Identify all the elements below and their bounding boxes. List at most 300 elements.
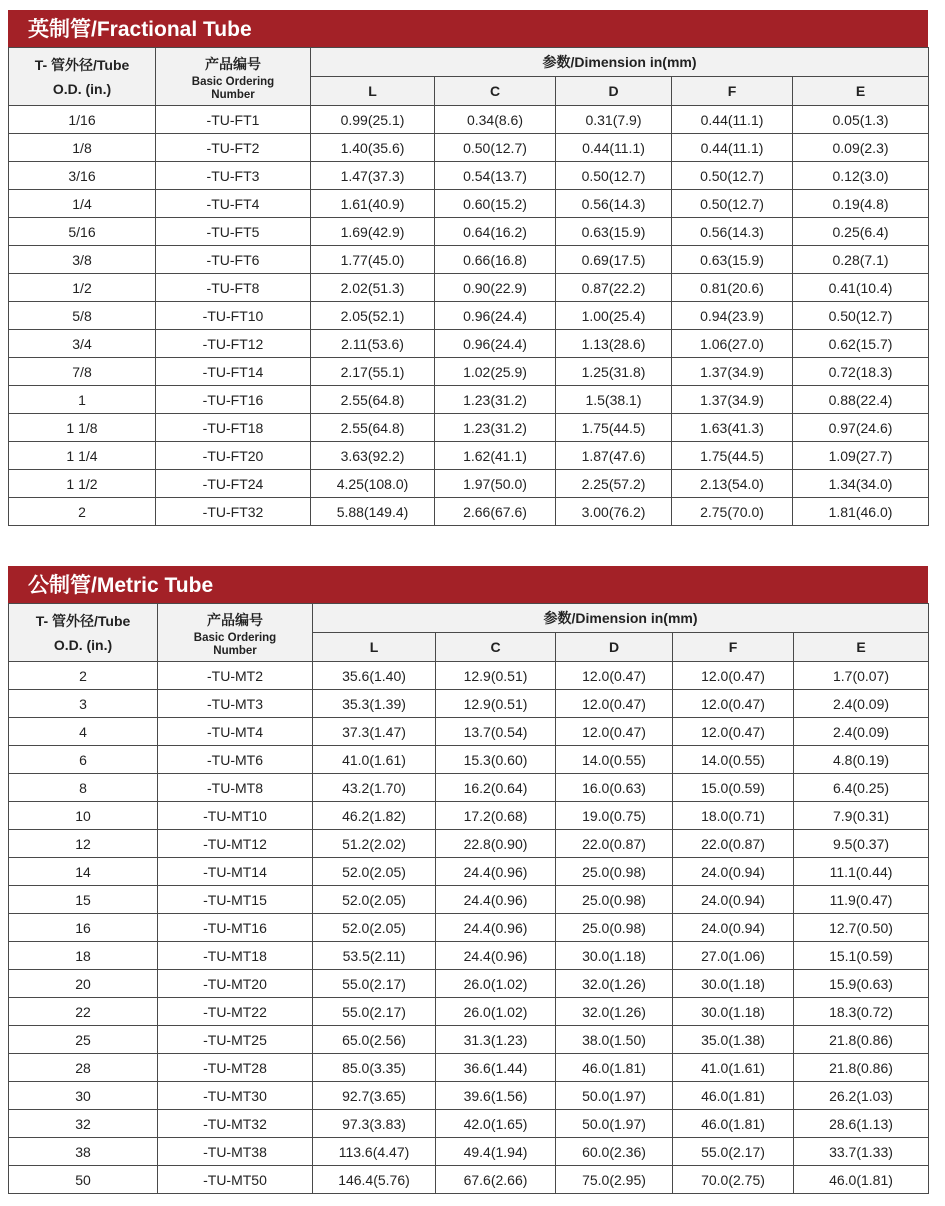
dim-f-cell: 0.81(20.6) [672, 274, 793, 302]
dim-e-cell: 6.4(0.25) [794, 774, 929, 802]
dim-f-cell: 24.0(0.94) [673, 886, 794, 914]
dim-f-cell: 12.0(0.47) [673, 662, 794, 690]
dim-f-cell: 24.0(0.94) [673, 914, 794, 942]
dim-f-cell: 27.0(1.06) [673, 942, 794, 970]
tube-od-cell: 6 [9, 746, 158, 774]
dim-c-cell: 24.4(0.96) [436, 858, 556, 886]
dim-e-cell: 0.12(3.0) [793, 162, 929, 190]
dim-c-cell: 0.90(22.9) [435, 274, 556, 302]
ordering-number-cell: -TU-FT2 [156, 134, 311, 162]
tube-od-cell: 1 1/8 [9, 414, 156, 442]
table-row [9, 246, 929, 274]
dim-f-cell: 30.0(1.18) [673, 998, 794, 1026]
ordering-number-cell: -TU-MT4 [158, 718, 313, 746]
dim-c-cell: 67.6(2.66) [436, 1166, 556, 1194]
dim-d-cell: 16.0(0.63) [556, 774, 673, 802]
dim-l-cell: 65.0(2.56) [313, 1026, 436, 1054]
dim-l-cell: 92.7(3.65) [313, 1082, 436, 1110]
ordering-number-cell: -TU-FT4 [156, 190, 311, 218]
tube-od-cell: 22 [9, 998, 158, 1026]
ordering-header-cn: 产品编号 [207, 611, 263, 628]
dim-f-cell: 18.0(0.71) [673, 802, 794, 830]
dim-e-cell: 0.25(6.4) [793, 218, 929, 246]
dim-f-cell: 0.63(15.9) [672, 246, 793, 274]
col-header-f: F [672, 77, 793, 106]
dim-d-cell: 25.0(0.98) [556, 914, 673, 942]
dim-d-cell: 32.0(1.26) [556, 970, 673, 998]
tube-od-cell: 1 [9, 386, 156, 414]
dim-c-cell: 24.4(0.96) [436, 942, 556, 970]
dim-e-cell: 2.4(0.09) [794, 718, 929, 746]
table-row [9, 662, 929, 690]
table-row [9, 274, 929, 302]
ordering-number-cell: -TU-FT1 [156, 106, 311, 134]
dim-c-cell: 15.3(0.60) [436, 746, 556, 774]
ordering-number-cell: -TU-MT38 [158, 1138, 313, 1166]
tube-od-cell: 3/16 [9, 162, 156, 190]
ordering-number-cell: -TU-MT18 [158, 942, 313, 970]
dim-f-cell: 0.94(23.9) [672, 302, 793, 330]
tube-od-cell: 3 [9, 690, 158, 718]
dim-d-cell: 0.87(22.2) [556, 274, 672, 302]
dim-l-cell: 37.3(1.47) [313, 718, 436, 746]
ordering-number-cell: -TU-MT3 [158, 690, 313, 718]
dim-d-cell: 50.0(1.97) [556, 1082, 673, 1110]
dim-c-cell: 2.66(67.6) [435, 498, 556, 526]
dim-e-cell: 0.72(18.3) [793, 358, 929, 386]
ordering-number-cell: -TU-FT12 [156, 330, 311, 358]
dim-f-cell: 0.44(11.1) [672, 106, 793, 134]
tube-od-header-line1: T- 管外径/Tube [34, 56, 130, 73]
table-row [9, 106, 929, 134]
table-row [9, 162, 929, 190]
dim-e-cell: 21.8(0.86) [794, 1026, 929, 1054]
tube-od-cell: 25 [9, 1026, 158, 1054]
dim-e-cell: 12.7(0.50) [794, 914, 929, 942]
dim-e-cell: 33.7(1.33) [794, 1138, 929, 1166]
col-header-l: L [311, 77, 435, 106]
ordering-number-cell: -TU-MT16 [158, 914, 313, 942]
dim-f-cell: 70.0(2.75) [673, 1166, 794, 1194]
dim-l-cell: 1.77(45.0) [311, 246, 435, 274]
tube-od-header [9, 48, 156, 106]
ordering-header-en-1: Basic Ordering [191, 75, 275, 88]
dim-d-cell: 1.25(31.8) [556, 358, 672, 386]
tube-od-cell: 3/8 [9, 246, 156, 274]
dim-l-cell: 2.55(64.8) [311, 386, 435, 414]
dim-d-cell: 75.0(2.95) [556, 1166, 673, 1194]
ordering-number-cell: -TU-FT20 [156, 442, 311, 470]
dim-c-cell: 1.62(41.1) [435, 442, 556, 470]
dim-d-cell: 32.0(1.26) [556, 998, 673, 1026]
dim-l-cell: 0.99(25.1) [311, 106, 435, 134]
dim-f-cell: 0.56(14.3) [672, 218, 793, 246]
table-row [9, 134, 929, 162]
dim-c-cell: 1.02(25.9) [435, 358, 556, 386]
dim-e-cell: 28.6(1.13) [794, 1110, 929, 1138]
ordering-number-cell: -TU-FT6 [156, 246, 311, 274]
col-header-c: C [435, 77, 556, 106]
dim-f-cell: 2.13(54.0) [672, 470, 793, 498]
ordering-number-cell: -TU-MT2 [158, 662, 313, 690]
fractional-tube-title: 英制管/Fractional Tube [8, 10, 928, 47]
dimension-header: 参数/Dimension in(mm) [311, 48, 929, 77]
dim-f-cell: 1.37(34.9) [672, 358, 793, 386]
dim-f-cell: 22.0(0.87) [673, 830, 794, 858]
dim-c-cell: 13.7(0.54) [436, 718, 556, 746]
table-row [9, 190, 929, 218]
dim-e-cell: 2.4(0.09) [794, 690, 929, 718]
dim-d-cell: 1.75(44.5) [556, 414, 672, 442]
dim-l-cell: 35.6(1.40) [313, 662, 436, 690]
dim-e-cell: 46.0(1.81) [794, 1166, 929, 1194]
ordering-number-cell: -TU-FT14 [156, 358, 311, 386]
ordering-number-cell: -TU-MT20 [158, 970, 313, 998]
dim-e-cell: 0.28(7.1) [793, 246, 929, 274]
ordering-number-cell: -TU-MT28 [158, 1054, 313, 1082]
dim-f-cell: 55.0(2.17) [673, 1138, 794, 1166]
ordering-number-cell: -TU-FT24 [156, 470, 311, 498]
dim-d-cell: 25.0(0.98) [556, 858, 673, 886]
dim-l-cell: 2.02(51.3) [311, 274, 435, 302]
ordering-number-cell: -TU-FT10 [156, 302, 311, 330]
table-row [9, 746, 929, 774]
dimension-header: 参数/Dimension in(mm) [313, 604, 929, 633]
dim-c-cell: 0.64(16.2) [435, 218, 556, 246]
dim-c-cell: 0.50(12.7) [435, 134, 556, 162]
ordering-number-cell: -TU-MT10 [158, 802, 313, 830]
dim-e-cell: 11.1(0.44) [794, 858, 929, 886]
table-row [9, 942, 929, 970]
tube-od-cell: 50 [9, 1166, 158, 1194]
dim-l-cell: 53.5(2.11) [313, 942, 436, 970]
table-row [9, 1054, 929, 1082]
tube-od-cell: 4 [9, 718, 158, 746]
dim-e-cell: 11.9(0.47) [794, 886, 929, 914]
dim-c-cell: 31.3(1.23) [436, 1026, 556, 1054]
dim-l-cell: 3.63(92.2) [311, 442, 435, 470]
dim-e-cell: 18.3(0.72) [794, 998, 929, 1026]
dim-e-cell: 4.8(0.19) [794, 746, 929, 774]
dim-d-cell: 22.0(0.87) [556, 830, 673, 858]
table-row [9, 386, 929, 414]
dim-l-cell: 85.0(3.35) [313, 1054, 436, 1082]
tube-od-cell: 1/16 [9, 106, 156, 134]
fractional-tube-table [8, 47, 929, 526]
ordering-number-header [156, 48, 311, 106]
ordering-number-cell: -TU-MT30 [158, 1082, 313, 1110]
dim-d-cell: 60.0(2.36) [556, 1138, 673, 1166]
table-row [9, 330, 929, 358]
dim-e-cell: 0.97(24.6) [793, 414, 929, 442]
tube-od-cell: 1 1/4 [9, 442, 156, 470]
dim-f-cell: 2.75(70.0) [672, 498, 793, 526]
tube-od-cell: 1/8 [9, 134, 156, 162]
table-row [9, 858, 929, 886]
dim-f-cell: 46.0(1.81) [673, 1110, 794, 1138]
col-header-e: E [793, 77, 929, 106]
table-row [9, 358, 929, 386]
ordering-number-cell: -TU-MT6 [158, 746, 313, 774]
tube-od-cell: 1 1/2 [9, 470, 156, 498]
dim-e-cell: 15.9(0.63) [794, 970, 929, 998]
dim-f-cell: 41.0(1.61) [673, 1054, 794, 1082]
dim-d-cell: 1.13(28.6) [556, 330, 672, 358]
dim-c-cell: 49.4(1.94) [436, 1138, 556, 1166]
dim-d-cell: 50.0(1.97) [556, 1110, 673, 1138]
tube-od-cell: 10 [9, 802, 158, 830]
dim-d-cell: 3.00(76.2) [556, 498, 672, 526]
ordering-number-cell: -TU-FT32 [156, 498, 311, 526]
tube-od-cell: 28 [9, 1054, 158, 1082]
tube-od-header-line1: T- 管外径/Tube [35, 612, 131, 629]
dim-c-cell: 1.23(31.2) [435, 386, 556, 414]
dim-l-cell: 41.0(1.61) [313, 746, 436, 774]
dim-l-cell: 55.0(2.17) [313, 998, 436, 1026]
dim-f-cell: 12.0(0.47) [673, 690, 794, 718]
dim-l-cell: 5.88(149.4) [311, 498, 435, 526]
ordering-header-cn: 产品编号 [205, 55, 261, 72]
dim-l-cell: 35.3(1.39) [313, 690, 436, 718]
dim-d-cell: 46.0(1.81) [556, 1054, 673, 1082]
dim-c-cell: 24.4(0.96) [436, 914, 556, 942]
ordering-number-cell: -TU-MT14 [158, 858, 313, 886]
dim-c-cell: 0.34(8.6) [435, 106, 556, 134]
dim-c-cell: 1.97(50.0) [435, 470, 556, 498]
tube-od-cell: 32 [9, 1110, 158, 1138]
table-row [9, 802, 929, 830]
ordering-header-en-1: Basic Ordering [193, 631, 277, 644]
dim-e-cell: 1.34(34.0) [793, 470, 929, 498]
dim-f-cell: 30.0(1.18) [673, 970, 794, 998]
tube-od-cell: 16 [9, 914, 158, 942]
dim-e-cell: 15.1(0.59) [794, 942, 929, 970]
table-row [9, 1138, 929, 1166]
ordering-header-en-2: Number [211, 88, 255, 101]
dim-c-cell: 26.0(1.02) [436, 998, 556, 1026]
dim-l-cell: 97.3(3.83) [313, 1110, 436, 1138]
tube-od-cell: 30 [9, 1082, 158, 1110]
dim-f-cell: 24.0(0.94) [673, 858, 794, 886]
dim-c-cell: 26.0(1.02) [436, 970, 556, 998]
dim-d-cell: 0.56(14.3) [556, 190, 672, 218]
col-header-d: D [556, 77, 672, 106]
dim-f-cell: 1.63(41.3) [672, 414, 793, 442]
dim-d-cell: 0.31(7.9) [556, 106, 672, 134]
table-row [9, 690, 929, 718]
tube-od-cell: 5/16 [9, 218, 156, 246]
dim-l-cell: 113.6(4.47) [313, 1138, 436, 1166]
tube-od-header-line2: O.D. (in.) [52, 80, 112, 97]
dim-e-cell: 1.09(27.7) [793, 442, 929, 470]
dim-c-cell: 17.2(0.68) [436, 802, 556, 830]
dim-l-cell: 1.40(35.6) [311, 134, 435, 162]
table-row [9, 1166, 929, 1194]
dim-c-cell: 42.0(1.65) [436, 1110, 556, 1138]
dim-d-cell: 1.87(47.6) [556, 442, 672, 470]
dim-l-cell: 1.69(42.9) [311, 218, 435, 246]
dim-e-cell: 0.41(10.4) [793, 274, 929, 302]
tube-od-cell: 5/8 [9, 302, 156, 330]
ordering-number-cell: -TU-MT15 [158, 886, 313, 914]
table-row [9, 442, 929, 470]
dim-c-cell: 12.9(0.51) [436, 690, 556, 718]
dim-f-cell: 1.75(44.5) [672, 442, 793, 470]
dim-c-cell: 36.6(1.44) [436, 1054, 556, 1082]
tube-od-header [9, 604, 158, 662]
dim-e-cell: 1.81(46.0) [793, 498, 929, 526]
table-row [9, 470, 929, 498]
dim-d-cell: 0.50(12.7) [556, 162, 672, 190]
dim-f-cell: 0.50(12.7) [672, 190, 793, 218]
dim-f-cell: 12.0(0.47) [673, 718, 794, 746]
table-row [9, 914, 929, 942]
dim-e-cell: 7.9(0.31) [794, 802, 929, 830]
col-header-d: D [556, 633, 673, 662]
fractional-tube-rows [9, 106, 929, 526]
dim-l-cell: 52.0(2.05) [313, 914, 436, 942]
metric-tube-rows [9, 662, 929, 1194]
dim-l-cell: 4.25(108.0) [311, 470, 435, 498]
dim-d-cell: 25.0(0.98) [556, 886, 673, 914]
table-row [9, 498, 929, 526]
dim-f-cell: 35.0(1.38) [673, 1026, 794, 1054]
dim-e-cell: 21.8(0.86) [794, 1054, 929, 1082]
tube-od-cell: 7/8 [9, 358, 156, 386]
dim-e-cell: 26.2(1.03) [794, 1082, 929, 1110]
table-row [9, 218, 929, 246]
dim-e-cell: 0.88(22.4) [793, 386, 929, 414]
table-row [9, 774, 929, 802]
dim-e-cell: 0.05(1.3) [793, 106, 929, 134]
ordering-number-cell: -TU-MT22 [158, 998, 313, 1026]
dim-c-cell: 22.8(0.90) [436, 830, 556, 858]
dim-c-cell: 0.66(16.8) [435, 246, 556, 274]
table-row [9, 970, 929, 998]
dim-l-cell: 146.4(5.76) [313, 1166, 436, 1194]
dim-l-cell: 2.05(52.1) [311, 302, 435, 330]
ordering-number-cell: -TU-FT5 [156, 218, 311, 246]
dim-d-cell: 12.0(0.47) [556, 662, 673, 690]
dim-c-cell: 0.60(15.2) [435, 190, 556, 218]
fractional-tube-section [8, 10, 928, 526]
tube-od-cell: 15 [9, 886, 158, 914]
dim-d-cell: 38.0(1.50) [556, 1026, 673, 1054]
dim-l-cell: 55.0(2.17) [313, 970, 436, 998]
table-row [9, 886, 929, 914]
tube-od-cell: 3/4 [9, 330, 156, 358]
dim-c-cell: 12.9(0.51) [436, 662, 556, 690]
dim-f-cell: 1.06(27.0) [672, 330, 793, 358]
tube-od-cell: 1/2 [9, 274, 156, 302]
dim-d-cell: 0.63(15.9) [556, 218, 672, 246]
dim-l-cell: 2.11(53.6) [311, 330, 435, 358]
dim-e-cell: 9.5(0.37) [794, 830, 929, 858]
dim-l-cell: 52.0(2.05) [313, 886, 436, 914]
col-header-l: L [313, 633, 436, 662]
dim-e-cell: 0.19(4.8) [793, 190, 929, 218]
dim-d-cell: 0.69(17.5) [556, 246, 672, 274]
dim-d-cell: 12.0(0.47) [556, 718, 673, 746]
dim-d-cell: 12.0(0.47) [556, 690, 673, 718]
tube-od-cell: 8 [9, 774, 158, 802]
ordering-number-cell: -TU-FT18 [156, 414, 311, 442]
metric-tube-section [8, 566, 928, 1194]
ordering-header-en-2: Number [213, 644, 257, 657]
tube-od-cell: 1/4 [9, 190, 156, 218]
dim-e-cell: 0.50(12.7) [793, 302, 929, 330]
dim-l-cell: 43.2(1.70) [313, 774, 436, 802]
dim-l-cell: 1.47(37.3) [311, 162, 435, 190]
tube-od-cell: 14 [9, 858, 158, 886]
dim-l-cell: 2.55(64.8) [311, 414, 435, 442]
col-header-f: F [673, 633, 794, 662]
dim-d-cell: 1.5(38.1) [556, 386, 672, 414]
table-row [9, 1110, 929, 1138]
dim-l-cell: 52.0(2.05) [313, 858, 436, 886]
table-row [9, 1082, 929, 1110]
dim-e-cell: 0.09(2.3) [793, 134, 929, 162]
dim-e-cell: 0.62(15.7) [793, 330, 929, 358]
ordering-number-header [158, 604, 313, 662]
ordering-number-cell: -TU-FT8 [156, 274, 311, 302]
dim-d-cell: 1.00(25.4) [556, 302, 672, 330]
tube-od-cell: 2 [9, 498, 156, 526]
dim-d-cell: 19.0(0.75) [556, 802, 673, 830]
dim-c-cell: 0.54(13.7) [435, 162, 556, 190]
dim-c-cell: 16.2(0.64) [436, 774, 556, 802]
metric-tube-title: 公制管/Metric Tube [8, 566, 928, 603]
dim-f-cell: 46.0(1.81) [673, 1082, 794, 1110]
ordering-number-cell: -TU-MT12 [158, 830, 313, 858]
dim-f-cell: 1.37(34.9) [672, 386, 793, 414]
table-row [9, 998, 929, 1026]
dim-c-cell: 39.6(1.56) [436, 1082, 556, 1110]
table-row [9, 830, 929, 858]
dim-f-cell: 0.50(12.7) [672, 162, 793, 190]
tube-od-cell: 12 [9, 830, 158, 858]
dim-f-cell: 15.0(0.59) [673, 774, 794, 802]
tube-od-header-line2: O.D. (in.) [53, 636, 113, 653]
table-row [9, 718, 929, 746]
table-row [9, 302, 929, 330]
metric-tube-table [8, 603, 929, 1194]
col-header-e: E [794, 633, 929, 662]
table-row [9, 414, 929, 442]
dim-f-cell: 0.44(11.1) [672, 134, 793, 162]
dim-d-cell: 14.0(0.55) [556, 746, 673, 774]
table-row [9, 1026, 929, 1054]
dim-l-cell: 46.2(1.82) [313, 802, 436, 830]
tube-od-cell: 18 [9, 942, 158, 970]
dim-d-cell: 2.25(57.2) [556, 470, 672, 498]
dim-l-cell: 51.2(2.02) [313, 830, 436, 858]
dim-c-cell: 0.96(24.4) [435, 330, 556, 358]
ordering-number-cell: -TU-MT50 [158, 1166, 313, 1194]
dim-d-cell: 0.44(11.1) [556, 134, 672, 162]
dim-e-cell: 1.7(0.07) [794, 662, 929, 690]
dim-c-cell: 1.23(31.2) [435, 414, 556, 442]
tube-od-cell: 2 [9, 662, 158, 690]
dim-l-cell: 1.61(40.9) [311, 190, 435, 218]
dim-l-cell: 2.17(55.1) [311, 358, 435, 386]
ordering-number-cell: -TU-MT32 [158, 1110, 313, 1138]
tube-od-cell: 38 [9, 1138, 158, 1166]
ordering-number-cell: -TU-MT8 [158, 774, 313, 802]
ordering-number-cell: -TU-FT3 [156, 162, 311, 190]
dim-c-cell: 0.96(24.4) [435, 302, 556, 330]
col-header-c: C [436, 633, 556, 662]
